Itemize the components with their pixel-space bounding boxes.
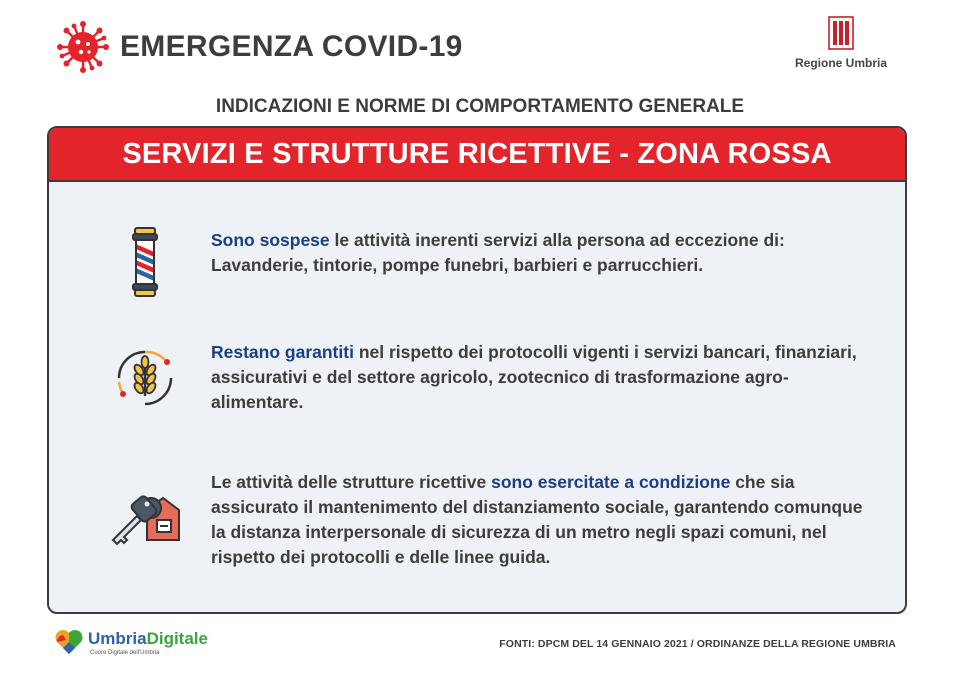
info-card [47,126,907,614]
sources-note: FONTI: DPCM DEL 14 GENNAIO 2021 / ORDINANZE DELLA REGIONE UMBRIA [499,638,896,650]
region-name: Regione Umbria [794,56,887,70]
main-title: EMERGENZA COVID-19 [120,30,463,63]
heart-logo-icon [54,628,84,656]
region-emblem-icon [828,16,854,50]
logo-name: UmbriaDigitale [88,628,208,648]
coronavirus-icon [56,20,110,74]
highlight-3: sono esercitate a condizione [491,472,731,492]
header [56,20,463,74]
subtitle: INDICAZIONI E NORME DI COMPORTAMENTO GENERALE [215,96,745,117]
info-text-3: Le attività delle strutture ricettive sono esercitate a condizione che sia assicurato il mantenimento del distanziamento sociale, garantendo comunque la distanza interpersonale di sicurezza di un metro negli spazi comuni, nel rispetto dei protocolli e delle linee guida. [211,472,863,567]
highlight-2: Restano garantiti [211,342,354,362]
wheat-icon [105,338,185,418]
logo-tagline: Cuore Digitale dell'Umbria [90,649,160,656]
region-logo [786,16,896,70]
barber-pole-icon [105,222,185,302]
umbria-digitale-logo [54,628,208,656]
house-key-icon [105,480,185,560]
zone-banner: SERVIZI E STRUTTURE RICETTIVE - ZONA ROSSA [49,128,905,182]
info-text-2: Restano garantiti nel rispetto dei protocolli vigenti i servizi bancari, finanziari, assicurativi e del settore agricolo, zootecnico di trasformazione agro-alimentare. [211,342,857,412]
highlight-1: Sono sospese [211,230,330,250]
info-text-1: Sono sospese le attività inerenti servizi alla persona ad eccezione di: Lavanderie, tintorie, pompe funebri, barbieri e parrucchieri. [211,230,785,275]
